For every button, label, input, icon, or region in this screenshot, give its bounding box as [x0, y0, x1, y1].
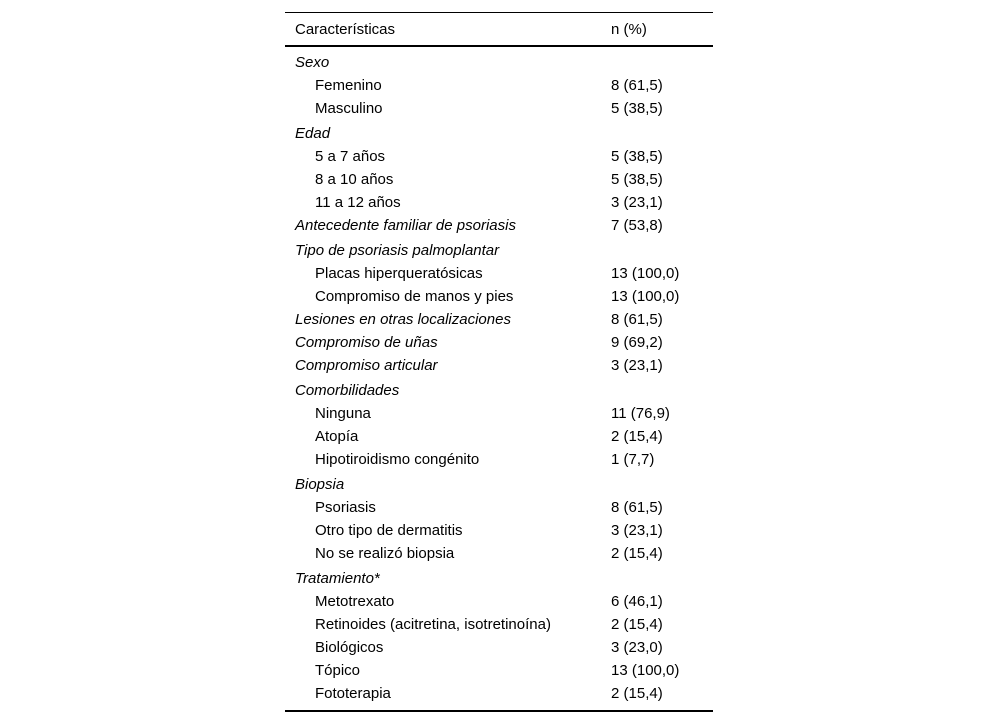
row-value: 3 (23,1) [611, 522, 663, 539]
row-value [611, 51, 713, 74]
table-row [285, 168, 713, 191]
table-row [285, 496, 713, 519]
table-row [285, 590, 713, 613]
row-value: 13 (100,0) [611, 288, 680, 305]
row-value: 11 (76,9) [611, 405, 670, 422]
row-label: Fototerapia [315, 685, 391, 702]
row-label: Masculino [315, 100, 383, 117]
row-label: 8 a 10 años [315, 171, 394, 188]
row-value: 8 (61,5) [611, 499, 663, 516]
header-characteristics: Características [295, 20, 396, 38]
row-value [611, 239, 713, 262]
row-value: 2 (15,4) [611, 616, 663, 633]
row-label: Compromiso articular [295, 357, 438, 374]
table-row [285, 613, 713, 636]
row-label: Placas hiperqueratósicas [315, 265, 483, 282]
row-value: 13 (100,0) [611, 662, 680, 679]
table-header-row [285, 13, 713, 47]
row-label: Antecedente familiar de psoriasis [295, 217, 516, 234]
table-row [285, 145, 713, 168]
row-label: Ninguna [315, 405, 371, 422]
row-label: Comorbilidades [295, 382, 400, 399]
row-value: 13 (100,0) [611, 265, 680, 282]
row-value [611, 567, 713, 590]
row-label: Atopía [315, 428, 359, 445]
table-row [285, 567, 713, 590]
row-label: Tratamiento* [295, 570, 380, 587]
row-value [611, 473, 713, 496]
row-label: Otro tipo de dermatitis [315, 522, 463, 539]
table-row [285, 191, 713, 214]
row-value: 5 (38,5) [611, 100, 663, 117]
table-row [285, 97, 713, 120]
table-row [285, 308, 713, 331]
row-label: Retinoides (acitretina, isotretinoína) [315, 616, 551, 633]
table-row [285, 354, 713, 377]
row-label: No se realizó biopsia [315, 545, 455, 562]
table-row [285, 425, 713, 448]
row-label: 5 a 7 años [315, 148, 386, 165]
row-value: 7 (53,8) [611, 217, 663, 234]
row-label: Tipo de psoriasis palmoplantar [295, 242, 500, 259]
characteristics-table [285, 12, 713, 712]
table-row [285, 448, 713, 471]
row-value: 3 (23,0) [611, 639, 663, 656]
row-label: Sexo [295, 54, 330, 71]
table-row [285, 519, 713, 542]
table-row [285, 379, 713, 402]
row-value: 9 (69,2) [611, 334, 663, 351]
table-row [285, 74, 713, 97]
table-row [285, 214, 713, 237]
row-value: 6 (46,1) [611, 593, 663, 610]
table-row [285, 682, 713, 705]
row-value: 1 (7,7) [611, 451, 655, 468]
table-row [285, 239, 713, 262]
row-label: Biológicos [315, 639, 384, 656]
table-body [285, 47, 713, 710]
table-row [285, 262, 713, 285]
row-value: 2 (15,4) [611, 685, 663, 702]
row-value: 5 (38,5) [611, 171, 663, 188]
row-label: Edad [295, 125, 331, 142]
row-label: 11 a 12 años [315, 194, 401, 211]
row-value: 2 (15,4) [611, 545, 663, 562]
row-label: Metotrexato [315, 593, 395, 610]
row-value [611, 122, 713, 145]
row-label: Tópico [315, 662, 361, 679]
table-row [285, 122, 713, 145]
row-label: Psoriasis [315, 499, 376, 516]
row-label: Hipotiroidismo congénito [315, 451, 480, 468]
row-value: 2 (15,4) [611, 428, 663, 445]
table-row [285, 331, 713, 354]
table-row [285, 473, 713, 496]
row-label: Compromiso de uñas [295, 334, 438, 351]
row-value [611, 379, 713, 402]
table-row [285, 659, 713, 682]
table-row [285, 51, 713, 74]
header-n-percent: n (%) [611, 20, 647, 38]
row-label: Compromiso de manos y pies [315, 288, 514, 305]
row-value: 3 (23,1) [611, 194, 663, 211]
row-label: Biopsia [295, 476, 345, 493]
row-value: 3 (23,1) [611, 357, 663, 374]
row-label: Femenino [315, 77, 382, 94]
row-value: 8 (61,5) [611, 311, 663, 328]
table-row [285, 542, 713, 565]
table-row [285, 285, 713, 308]
row-label: Lesiones en otras localizaciones [295, 311, 511, 328]
table-row [285, 636, 713, 659]
row-value: 5 (38,5) [611, 148, 663, 165]
row-value: 8 (61,5) [611, 77, 663, 94]
table-row [285, 402, 713, 425]
